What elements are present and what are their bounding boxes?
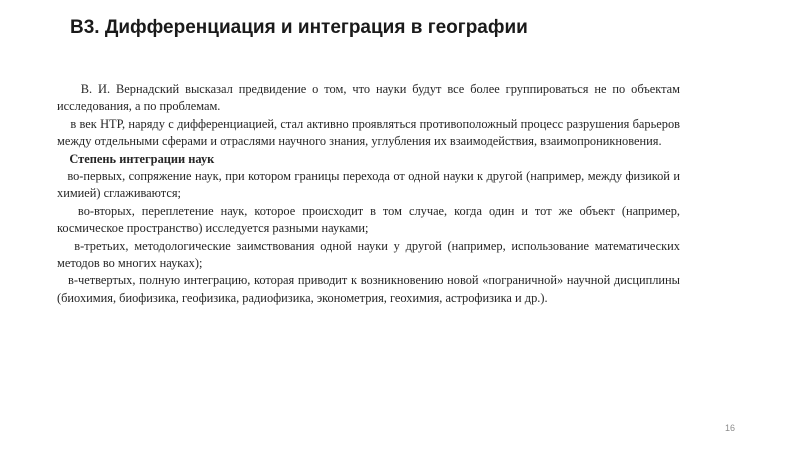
slide-title: В3. Дифференциация и интеграция в географии (70, 17, 528, 38)
slide-body (57, 81, 684, 307)
section-heading: Степень интеграции наук (57, 151, 215, 166)
paragraph-second: во-вторых, переплетение наук, которое происходит в том случае, когда один и тот же объект (например, космическое пространство) исследуется разными науками; (57, 203, 684, 236)
paragraph-first: во-первых, сопряжение наук, при котором границы перехода от одной науки к другой (например, между физикой и химией) сглаживаются; (57, 169, 684, 201)
paragraph-fourth: в-четвертых, полную интеграцию, которая приводит к возникновению новой «пограничной» научной дисциплины (биохимия, биофизика, геофизика, радиофизика, эконометрия, геохимия, астрофизика и др.). (57, 273, 684, 305)
paragraph-ntr: в век НТР, наряду с дифференциацией, стал активно проявляться противоположный процесс разрушения барьеров между отдельными сферами и отраслями научного знания, углубления их взаимодействия, взаимопроникновения. (57, 116, 684, 149)
paragraph-vernadsky: В. И. Вернадский высказал предвидение о том, что науки будут все более группироваться не по объектам исследования, а по проблемам. (57, 82, 684, 114)
page-number: 16 (724, 423, 735, 433)
paragraph-third: в-третьих, методологические заимствования одной науки у другой (например, использование математических методов во многих науках); (57, 238, 684, 271)
